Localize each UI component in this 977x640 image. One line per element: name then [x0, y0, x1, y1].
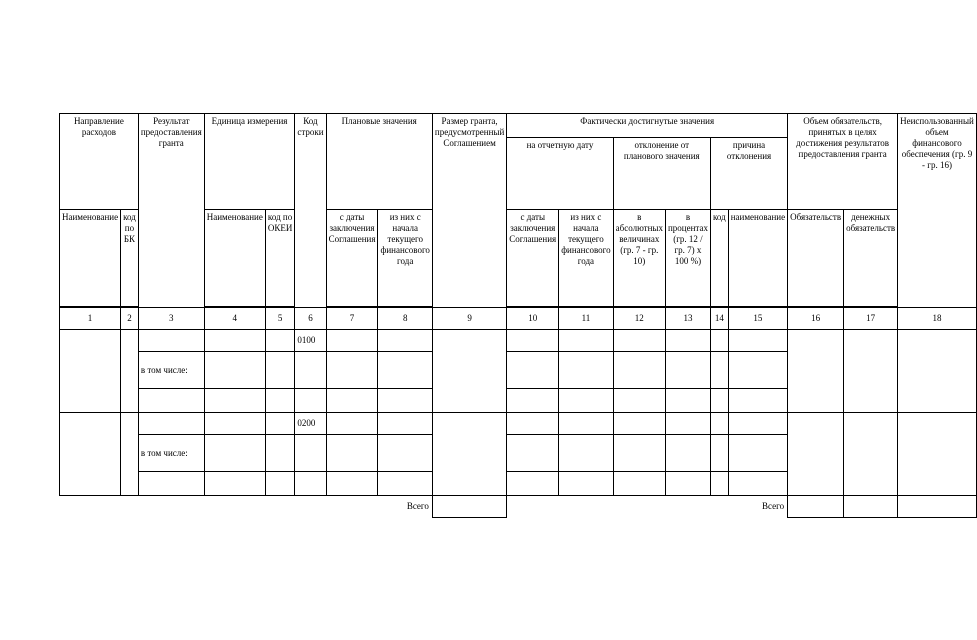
table-cell[interactable] — [295, 352, 326, 389]
table-cell[interactable] — [728, 352, 787, 389]
table-cell[interactable] — [665, 472, 710, 496]
col-num: 3 — [138, 308, 204, 330]
col-num: 4 — [204, 308, 265, 330]
table-cell[interactable] — [559, 389, 613, 413]
subheader-kod-bk: код по БК — [121, 210, 139, 307]
header-prichina: причина отклонения — [710, 138, 787, 210]
table-cell[interactable] — [432, 330, 506, 413]
col-num: 10 — [507, 308, 559, 330]
subheader-proc: в процентах (гр. 12 / гр. 7) x 100 %) — [665, 210, 710, 307]
col-num: 11 — [559, 308, 613, 330]
table-cell[interactable] — [378, 389, 432, 413]
table-cell[interactable] — [121, 413, 139, 496]
table-cell[interactable] — [788, 330, 844, 413]
subheader-okei: код по ОКЕИ — [265, 210, 295, 307]
table-cell[interactable] — [665, 389, 710, 413]
table-cell[interactable] — [710, 389, 728, 413]
subheader-den-obyaz: денежных обязательств — [844, 210, 898, 307]
table-cell[interactable] — [204, 352, 265, 389]
table-cell[interactable] — [60, 413, 121, 496]
subheader-naim-ed: Наименование — [204, 210, 265, 307]
table-cell[interactable] — [326, 389, 378, 413]
table-cell[interactable] — [507, 389, 559, 413]
table-cell[interactable] — [138, 413, 204, 435]
table-cell[interactable] — [613, 413, 665, 435]
table-cell[interactable] — [265, 413, 295, 435]
table-cell[interactable] — [295, 435, 326, 472]
header-rezultat: Результат предоставления гранта — [138, 114, 204, 308]
table-cell[interactable] — [665, 413, 710, 435]
subheader-naim-prich: наименование — [728, 210, 787, 307]
table-cell[interactable] — [204, 330, 265, 352]
table-cell[interactable] — [60, 330, 121, 413]
table-cell[interactable] — [326, 472, 378, 496]
table-cell[interactable] — [326, 435, 378, 472]
table-cell[interactable] — [204, 472, 265, 496]
table-cell[interactable] — [613, 352, 665, 389]
table-cell[interactable] — [559, 472, 613, 496]
table-cell[interactable] — [728, 435, 787, 472]
total-label-2: Всего — [507, 496, 788, 518]
table-cell[interactable] — [710, 330, 728, 352]
subheader-fakt-zakl: с даты заключения Соглашения — [507, 210, 559, 307]
table-cell[interactable] — [507, 330, 559, 352]
table-cell[interactable] — [559, 435, 613, 472]
report-table — [59, 113, 977, 518]
total-razmer-cell[interactable] — [432, 496, 506, 518]
table-cell[interactable] — [728, 413, 787, 435]
header-na-datu: на отчетную дату — [507, 138, 613, 210]
total-neisp-cell[interactable] — [898, 496, 977, 518]
table-cell[interactable] — [507, 472, 559, 496]
table-cell[interactable] — [559, 330, 613, 352]
table-cell[interactable] — [844, 330, 898, 413]
header-fakt: Фактически достигнутые значения — [507, 114, 788, 138]
row-code: 0100 — [295, 330, 326, 352]
table-cell[interactable] — [265, 352, 295, 389]
col-num: 6 — [295, 308, 326, 330]
table-cell[interactable] — [138, 330, 204, 352]
total-obyaz-cell[interactable] — [788, 496, 844, 518]
table-cell[interactable] — [378, 472, 432, 496]
col-num: 12 — [613, 308, 665, 330]
table-cell[interactable] — [613, 472, 665, 496]
col-num: 18 — [898, 308, 977, 330]
table-cell[interactable] — [710, 413, 728, 435]
col-num: 16 — [788, 308, 844, 330]
header-neisp: Неиспользованный объем финансового обеспечения (гр. 9 - гр. 16) — [898, 114, 977, 308]
table-cell[interactable] — [613, 389, 665, 413]
col-num: 15 — [728, 308, 787, 330]
table-cell[interactable] — [507, 352, 559, 389]
table-cell[interactable] — [378, 435, 432, 472]
subheader-naimenovanie: Наименование — [60, 210, 121, 307]
col-num: 1 — [60, 308, 121, 330]
table-cell[interactable] — [265, 389, 295, 413]
table-cell[interactable] — [898, 413, 977, 496]
total-den-obyaz-cell[interactable] — [844, 496, 898, 518]
table-cell[interactable] — [898, 330, 977, 413]
table-cell[interactable] — [204, 413, 265, 435]
table-cell[interactable] — [326, 413, 378, 435]
table-cell[interactable] — [432, 413, 506, 496]
table-cell[interactable] — [204, 389, 265, 413]
subheader-abs: в абсолютных величинах (гр. 7 - гр. 10) — [613, 210, 665, 307]
table-cell[interactable] — [728, 472, 787, 496]
row-label: в том числе: — [138, 352, 204, 389]
table-cell[interactable] — [326, 352, 378, 389]
header-otklonenie: отклонение от планового значения — [613, 138, 710, 210]
subheader-obyaz: Обязательств — [788, 210, 844, 307]
header-kod-stroki: Код строки — [295, 114, 326, 308]
table-cell[interactable] — [265, 472, 295, 496]
subheader-plan-zakl: с даты заключения Соглашения — [326, 210, 378, 307]
total-label-1: Всего — [60, 496, 433, 518]
table-cell[interactable] — [378, 413, 432, 435]
col-num: 2 — [121, 308, 139, 330]
table-cell[interactable] — [613, 330, 665, 352]
col-num: 8 — [378, 308, 432, 330]
table-cell[interactable] — [665, 352, 710, 389]
table-cell[interactable] — [378, 330, 432, 352]
header-planovye: Плановые значения — [326, 114, 432, 210]
header-napravlenie: Направление расходов — [60, 114, 139, 210]
table-cell[interactable] — [844, 413, 898, 496]
col-num: 17 — [844, 308, 898, 330]
header-edinica: Единица измерения — [204, 114, 295, 210]
table-cell[interactable] — [138, 389, 204, 413]
col-num: 7 — [326, 308, 378, 330]
table-cell[interactable] — [204, 435, 265, 472]
subheader-plan-god: из них с начала текущего финансового года — [378, 210, 432, 307]
table-cell[interactable] — [507, 435, 559, 472]
table-cell[interactable] — [295, 389, 326, 413]
col-num: 5 — [265, 308, 295, 330]
table-cell[interactable] — [326, 330, 378, 352]
table-cell[interactable] — [378, 352, 432, 389]
col-num: 13 — [665, 308, 710, 330]
table-cell[interactable] — [559, 413, 613, 435]
table-cell[interactable] — [121, 330, 139, 413]
row-label: в том числе: — [138, 435, 204, 472]
table-cell[interactable] — [710, 472, 728, 496]
table-cell[interactable] — [559, 352, 613, 389]
table-cell[interactable] — [295, 472, 326, 496]
header-obem: Объем обязательств, принятых в целях достижения результатов предоставления гранта — [788, 114, 898, 210]
table-cell[interactable] — [665, 330, 710, 352]
table-cell[interactable] — [788, 413, 844, 496]
subheader-kod: код — [710, 210, 728, 307]
table-cell[interactable] — [613, 435, 665, 472]
table-cell[interactable] — [728, 389, 787, 413]
table-cell[interactable] — [728, 330, 787, 352]
table-cell[interactable] — [710, 435, 728, 472]
table-cell[interactable] — [265, 330, 295, 352]
col-num: 9 — [432, 308, 506, 330]
header-razmer: Размер гранта, предусмотренный Соглашением — [432, 114, 506, 308]
col-num: 14 — [710, 308, 728, 330]
table-cell[interactable] — [138, 472, 204, 496]
row-code: 0200 — [295, 413, 326, 435]
table-cell[interactable] — [265, 435, 295, 472]
table-cell[interactable] — [507, 413, 559, 435]
table-cell[interactable] — [710, 352, 728, 389]
table-cell[interactable] — [665, 435, 710, 472]
subheader-fakt-god: из них с начала текущего финансового года — [559, 210, 613, 307]
